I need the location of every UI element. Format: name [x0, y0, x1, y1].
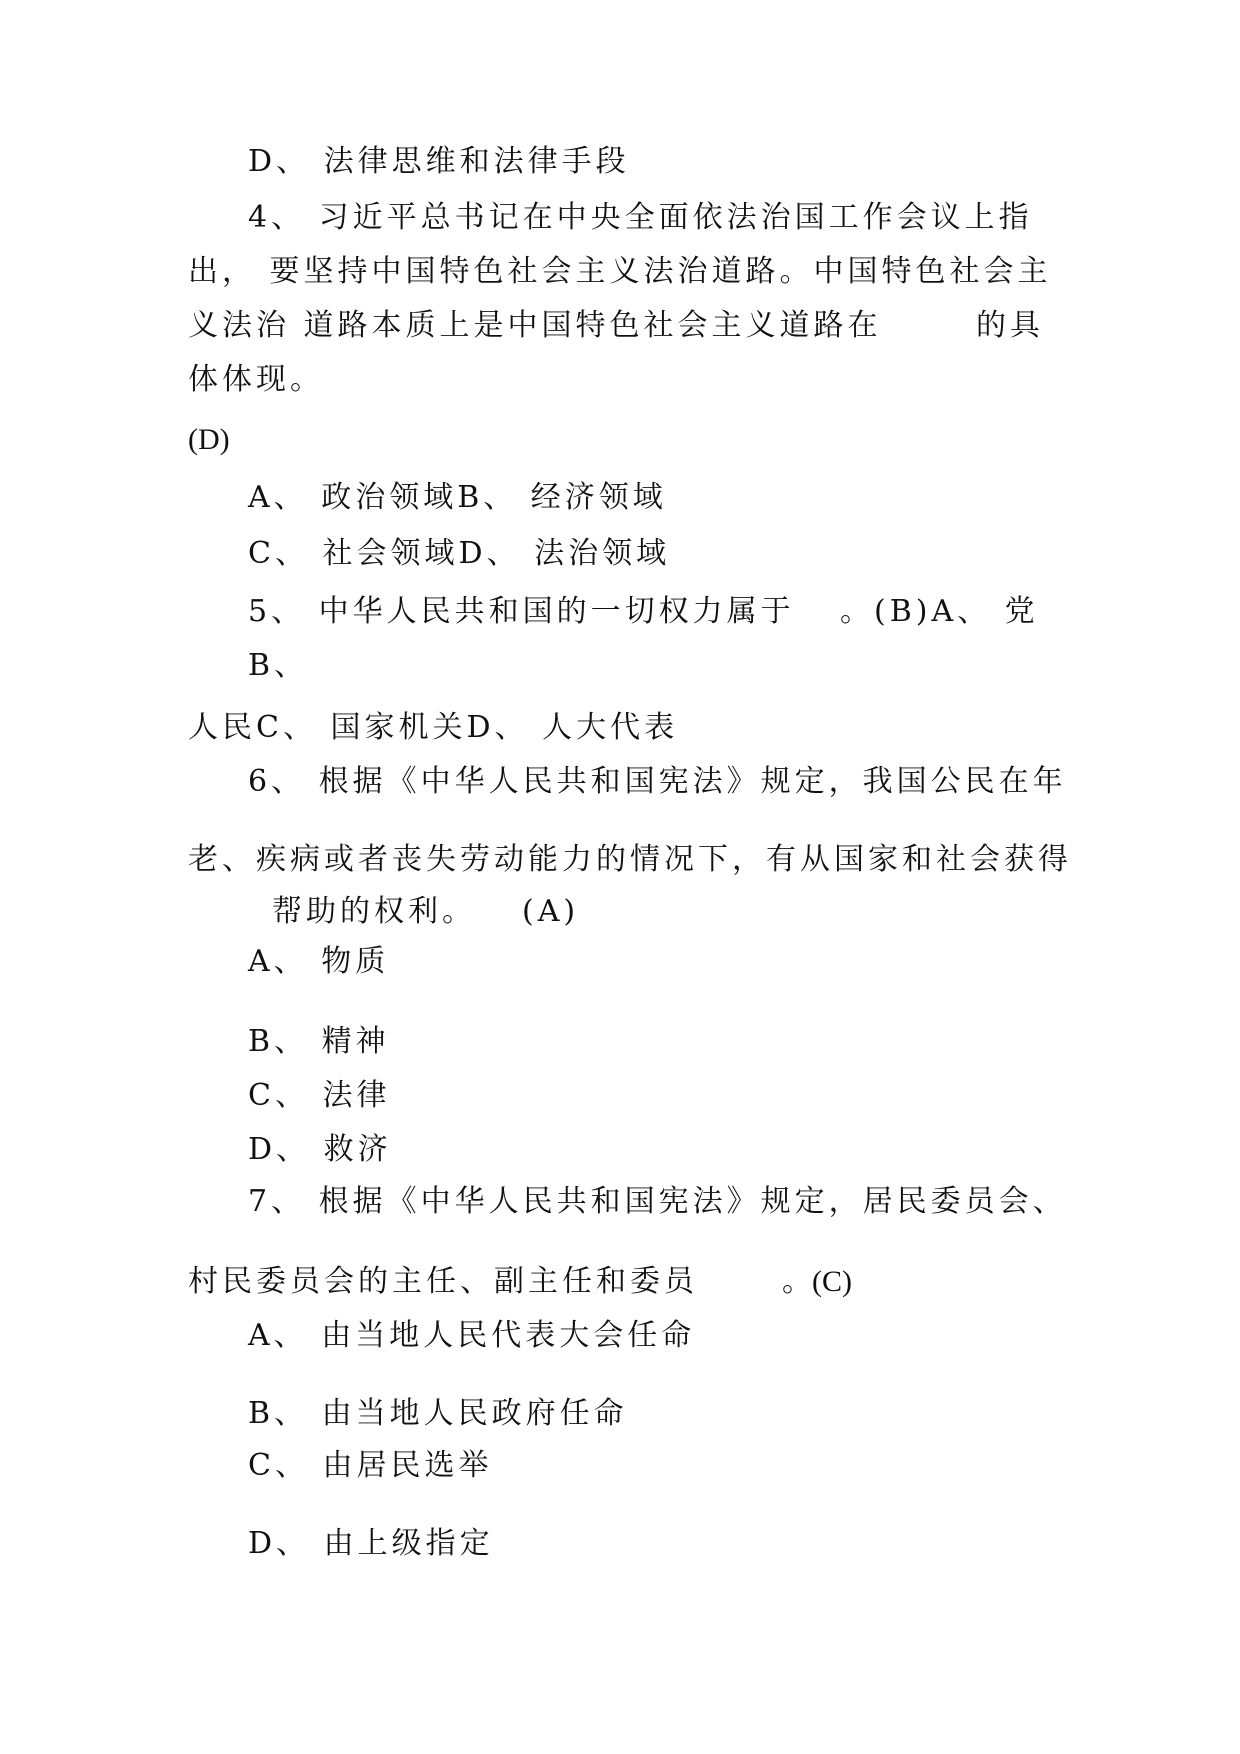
q5-question: 5、 中华人民共和国的一切权力属于 [248, 594, 795, 629]
q4-options-cd: C、 社会领域D、 法治领域 [248, 536, 671, 571]
q7-option-a: A、 由当地人民代表大会任命 [248, 1318, 696, 1353]
q7-question-line-1: 7、 根据《中华人民共和国宪法》规定，居民委员会、 [248, 1184, 1067, 1219]
q6-question-line-2: 老、疾病或者丧失劳动能力的情况下，有从国家和社会获得 [188, 842, 1072, 877]
q4-question-line-4: 体体现。 [188, 362, 324, 397]
q5-answer-option-a: 。(B)A、 党 [840, 594, 1039, 629]
q6-answer: (A) [522, 894, 580, 929]
q7-answer: 。(C) [782, 1265, 852, 1298]
q7-option-c: C、 由居民选举 [248, 1448, 493, 1483]
q7-option-d: D、 由上级指定 [248, 1526, 494, 1561]
q4-answer: (D) [188, 423, 230, 456]
q4-question-line-3-end: 的具 [976, 308, 1044, 343]
q6-question-line-1: 6、 根据《中华人民共和国宪法》规定，我国公民在年 [248, 764, 1067, 799]
q3-option-d: D、 法律思维和法律手段 [248, 144, 630, 179]
q6-question-line-3: 帮助的权利。 [272, 894, 476, 929]
q5-options-bcd: 人民C、 国家机关D、 人大代表 [188, 710, 679, 745]
q6-option-d: D、 救济 [248, 1132, 392, 1167]
q7-option-b: B、 由当地人民政府任命 [248, 1396, 628, 1431]
q4-options-ab: A、 政治领域B、 经济领域 [248, 480, 667, 515]
q6-option-c: C、 法律 [248, 1078, 391, 1113]
q7-question-line-2: 村民委员会的主任、副主任和委员 [188, 1264, 698, 1299]
q4-question-line-2: 出， 要坚持中国特色社会主义法治道路。中国特色社会主 [188, 254, 1052, 289]
q6-option-a: A、 物质 [248, 944, 390, 979]
q6-option-b: B、 精神 [248, 1024, 390, 1059]
q5-option-b: B、 [248, 648, 309, 683]
q4-question-line-1: 4、 习近平总书记在中央全面依法治国工作会议上指 [248, 200, 1033, 235]
q4-question-line-3: 义法治 道路本质上是中国特色社会主义道路在 [188, 308, 882, 343]
